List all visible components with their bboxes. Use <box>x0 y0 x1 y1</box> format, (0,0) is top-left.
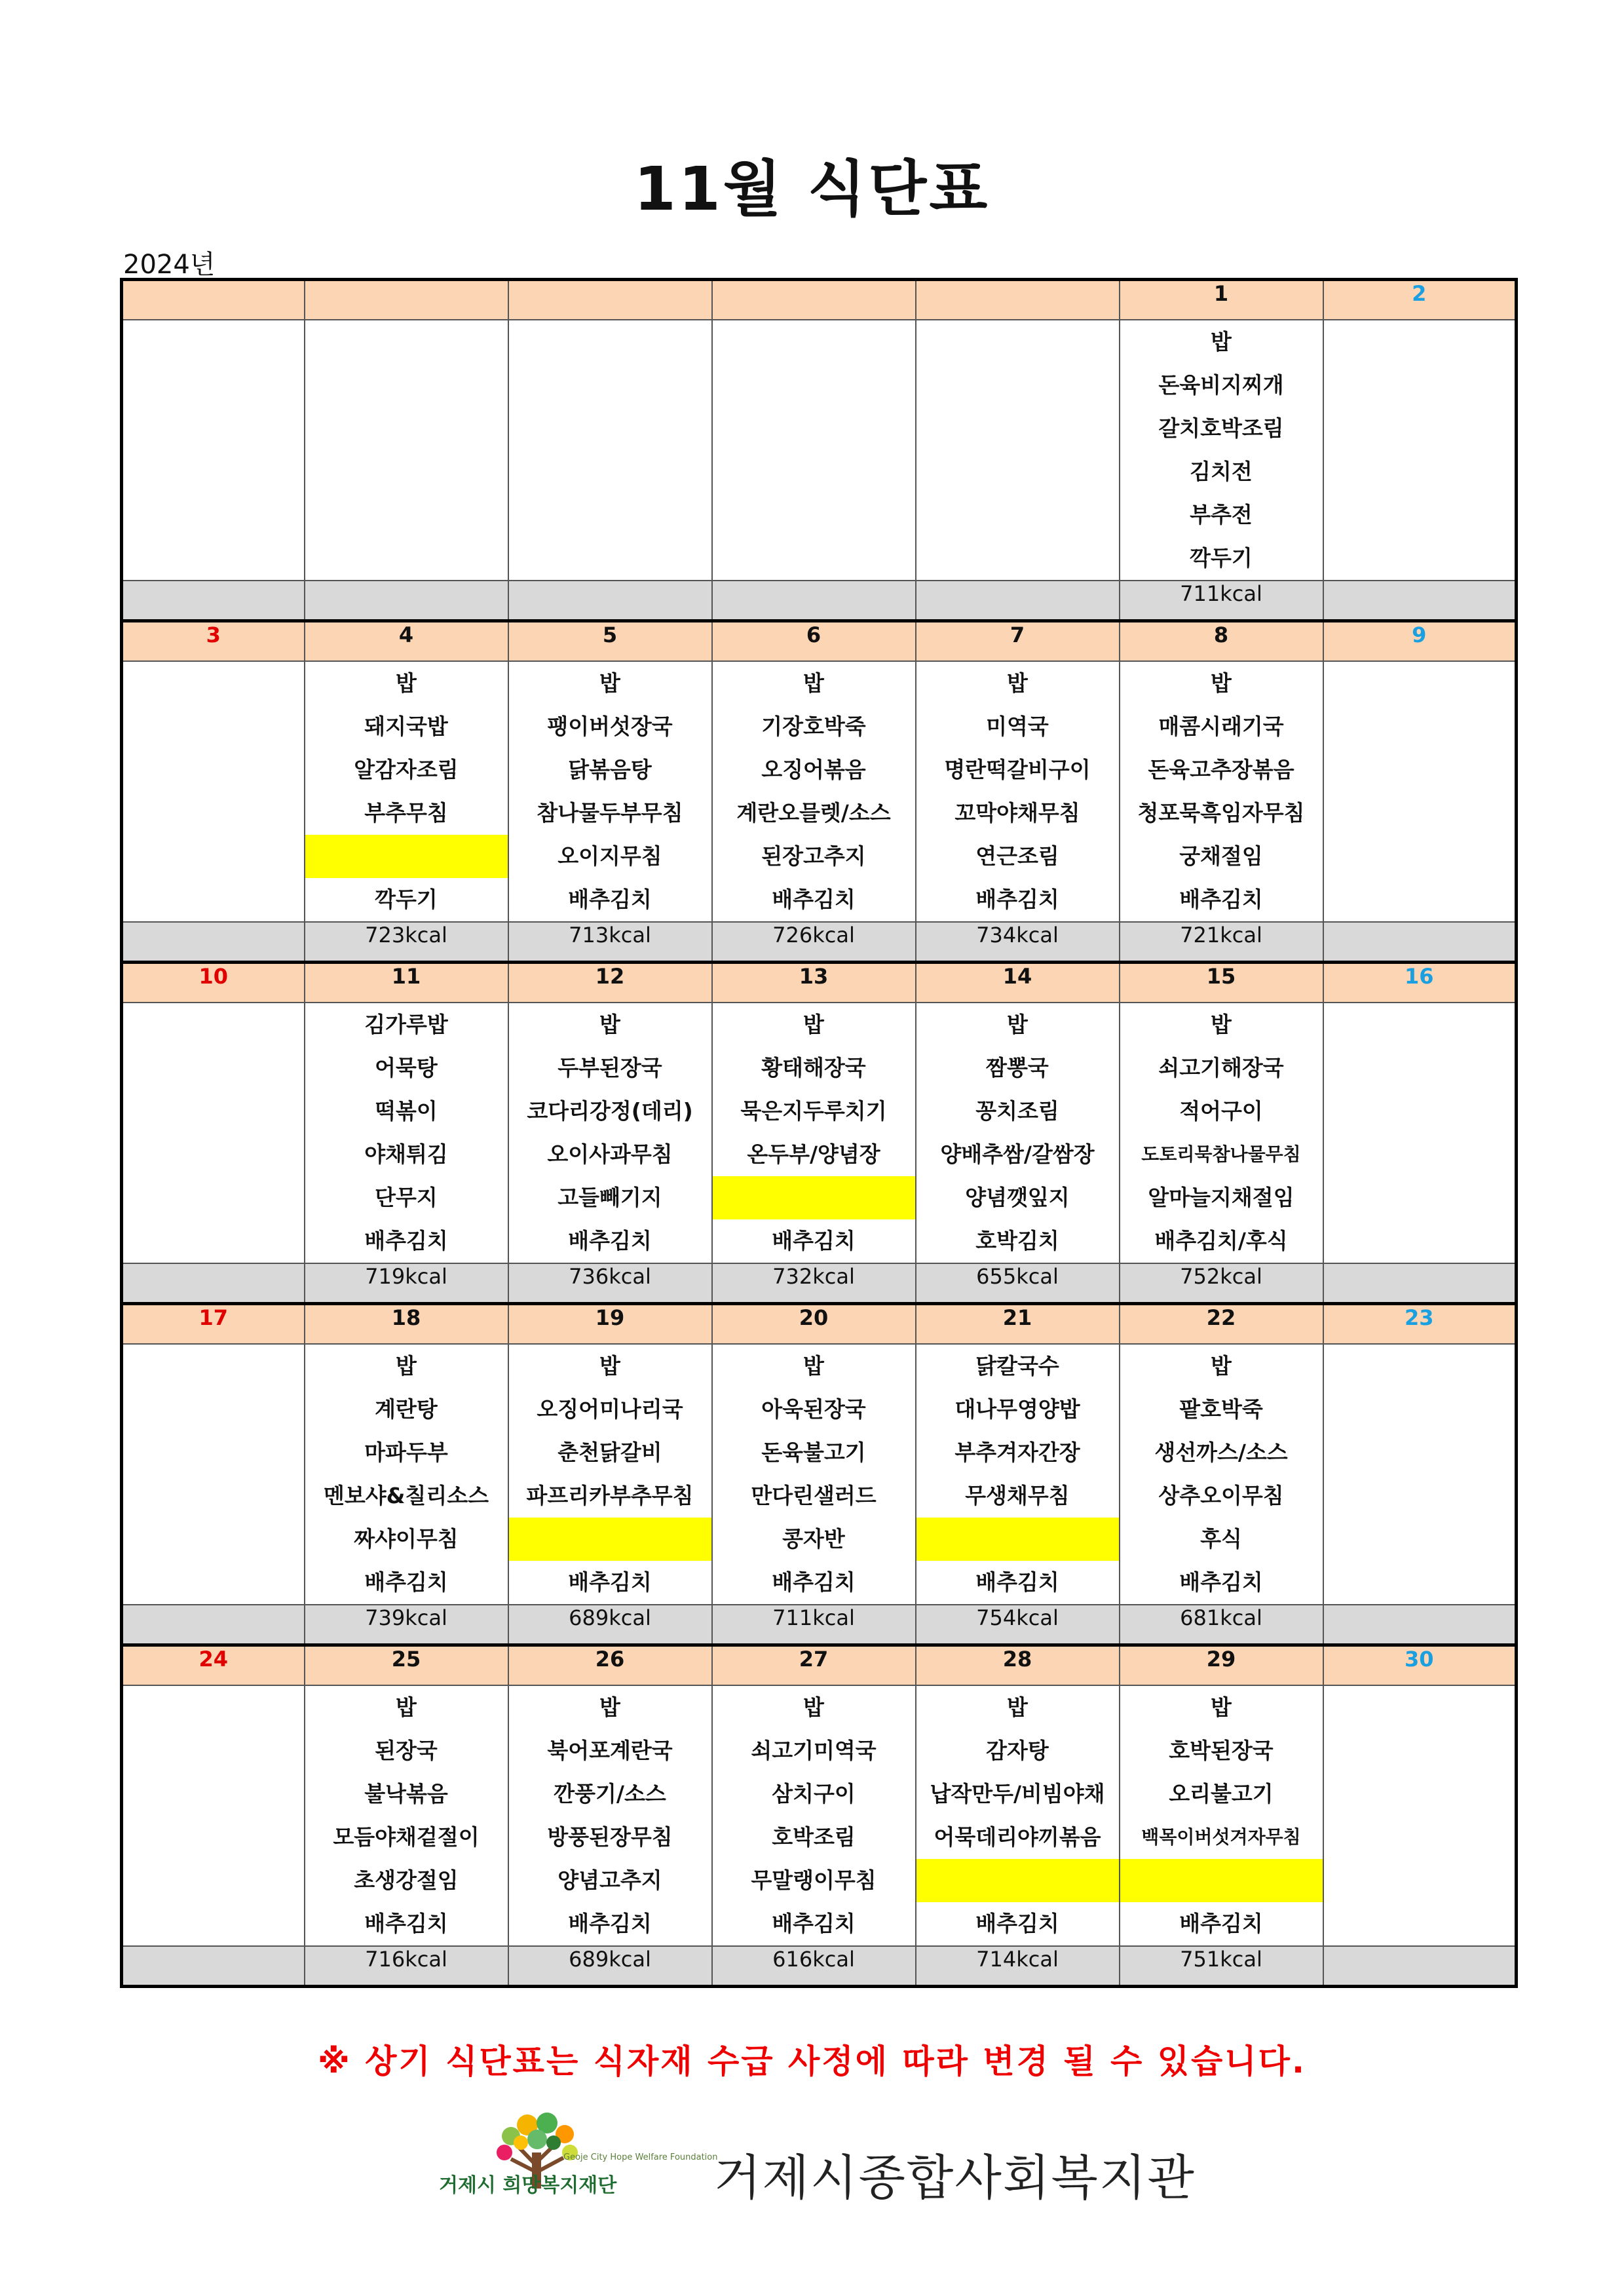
menu-item: 밥 <box>599 1353 620 1379</box>
menu-item: 코다리강정(데리) <box>527 1098 693 1124</box>
menu-item: 묵은지두루치기 <box>740 1098 887 1124</box>
menu-item <box>916 1859 1119 1902</box>
kcal-cell: 736kcal <box>508 1263 712 1304</box>
menu-item: 배추김치/후식 <box>1154 1228 1288 1253</box>
menu-item: 초생강절임 <box>354 1867 459 1893</box>
menu-item: 상추오이무침 <box>1158 1483 1284 1508</box>
menu-item: 된장고추지 <box>761 843 866 869</box>
menu-item: 모듬야채겉절이 <box>333 1824 480 1850</box>
menu-item: 계란오믈렛/소스 <box>736 800 891 826</box>
menu-item: 밥 <box>1007 1694 1028 1720</box>
menu-item: 밥 <box>1211 329 1232 354</box>
menu-item: 짬뽕국 <box>986 1055 1049 1081</box>
kcal-cell: 681kcal <box>1120 1605 1323 1645</box>
kcal-cell: 754kcal <box>916 1605 1120 1645</box>
menu-item: 고들빼기지 <box>557 1185 662 1210</box>
date-cell: 11 <box>305 963 508 1003</box>
menu-item: 돈육비지찌개 <box>1158 372 1284 398</box>
menu-item: 돈육불고기 <box>761 1440 866 1465</box>
date-cell: 15 <box>1120 963 1323 1003</box>
kcal-cell <box>1323 1263 1517 1304</box>
kcal-cell <box>122 1946 305 1987</box>
date-cell: 18 <box>305 1304 508 1345</box>
menu-item: 명란떡갈비구이 <box>944 757 1091 782</box>
kcal-cell: 726kcal <box>712 922 916 963</box>
date-cell <box>122 280 305 320</box>
menu-item: 된장국 <box>375 1738 438 1763</box>
menu-item: 팽이버섯장국 <box>547 714 673 739</box>
menu-cell <box>1120 1685 1323 1946</box>
kcal-cell <box>122 1263 305 1304</box>
menu-item: 매콤시래기국 <box>1158 714 1284 739</box>
date-cell: 24 <box>122 1645 305 1686</box>
kcal-cell <box>1323 1605 1517 1645</box>
kcal-cell <box>1323 1946 1517 1987</box>
menu-item: 배추김치 <box>568 1911 652 1936</box>
menu-item: 닭칼국수 <box>975 1353 1059 1379</box>
menu-cell <box>1323 661 1517 922</box>
menu-item: 배추김치 <box>772 887 856 912</box>
menu-item: 방풍된장무침 <box>547 1824 673 1850</box>
menu-item <box>713 1176 915 1219</box>
menu-item: 미역국 <box>986 714 1049 739</box>
date-cell: 7 <box>916 621 1120 662</box>
kcal-cell: 751kcal <box>1120 1946 1323 1987</box>
menu-item: 적어구이 <box>1179 1098 1263 1124</box>
menu-item: 배추김치 <box>568 1569 652 1595</box>
menu-item: 배추김치 <box>364 1911 448 1936</box>
menu-item: 파프리카부추무침 <box>526 1483 694 1508</box>
menu-cell <box>122 661 305 922</box>
menu-item: 아욱된장국 <box>761 1396 866 1422</box>
date-row <box>122 1645 1517 1686</box>
date-cell <box>305 280 508 320</box>
menu-item: 깍두기 <box>375 887 438 912</box>
menu-item: 오이사과무침 <box>547 1141 673 1167</box>
kcal-row <box>122 1946 1517 1987</box>
menu-item: 북어포계란국 <box>547 1738 673 1763</box>
menu-item: 무생채무침 <box>965 1483 1070 1508</box>
menu-item: 납작만두/비빔야채 <box>930 1781 1105 1807</box>
date-cell: 16 <box>1323 963 1517 1003</box>
menu-cell <box>1120 1003 1323 1263</box>
kcal-cell: 721kcal <box>1120 922 1323 963</box>
date-cell: 1 <box>1120 280 1323 320</box>
menu-item: 배추김치 <box>364 1569 448 1595</box>
organization-name: 거제시종합사회복지관 <box>714 2150 1196 2206</box>
menu-item: 삼치구이 <box>772 1781 856 1807</box>
date-cell: 4 <box>305 621 508 662</box>
menu-item: 오리불고기 <box>1169 1781 1274 1807</box>
date-row <box>122 280 1517 320</box>
date-cell: 17 <box>122 1304 305 1345</box>
kcal-row <box>122 1263 1517 1304</box>
menu-item: 밥 <box>1211 1694 1232 1720</box>
kcal-cell <box>122 1605 305 1645</box>
menu-item: 도토리묵참나물무침 <box>1141 1143 1301 1165</box>
kcal-cell: 655kcal <box>916 1263 1120 1304</box>
date-cell: 9 <box>1323 621 1517 662</box>
date-cell: 26 <box>508 1645 712 1686</box>
menu-item: 깐풍기/소스 <box>554 1781 666 1807</box>
menu-item: 양념깻잎지 <box>965 1185 1070 1210</box>
menu-cell <box>508 320 712 581</box>
menu-item: 단무지 <box>375 1185 438 1210</box>
kcal-cell <box>305 581 508 621</box>
kcal-cell <box>122 922 305 963</box>
change-notice: ※ 상기 식단표는 식자재 수급 사정에 따라 변경 될 수 있습니다. <box>318 2042 1306 2080</box>
date-cell: 28 <box>916 1645 1120 1686</box>
menu-item: 콩자반 <box>782 1526 845 1552</box>
menu-cell <box>305 320 508 581</box>
date-cell: 14 <box>916 963 1120 1003</box>
date-cell: 5 <box>508 621 712 662</box>
menu-item: 밥 <box>396 1694 417 1720</box>
menu-item: 불낙볶음 <box>364 1781 448 1807</box>
date-cell: 22 <box>1120 1304 1323 1345</box>
menu-cell <box>1120 1344 1323 1605</box>
menu-cell <box>508 1003 712 1263</box>
menu-cell <box>305 1003 508 1263</box>
menu-item: 밥 <box>396 670 417 696</box>
menu-row <box>122 1003 1517 1263</box>
menu-cell <box>1120 320 1323 581</box>
menu-cell <box>712 1685 916 1946</box>
date-cell: 13 <box>712 963 916 1003</box>
menu-item: 밥 <box>599 670 620 696</box>
kcal-row <box>122 922 1517 963</box>
kcal-cell <box>1323 581 1517 621</box>
menu-item: 밥 <box>599 1012 620 1037</box>
menu-cell <box>122 1003 305 1263</box>
kcal-cell <box>122 581 305 621</box>
menu-item: 김치전 <box>1190 459 1253 484</box>
page-title: 11월 식단표 <box>633 154 991 224</box>
date-cell: 25 <box>305 1645 508 1686</box>
menu-item: 양배추쌈/갈쌈장 <box>940 1141 1095 1167</box>
menu-item: 배추김치 <box>772 1569 856 1595</box>
menu-calendar-table <box>120 278 1518 1988</box>
menu-item: 밥 <box>1211 1353 1232 1379</box>
date-row <box>122 963 1517 1003</box>
menu-item: 갈치호박조림 <box>1158 415 1284 441</box>
date-cell: 23 <box>1323 1304 1517 1345</box>
menu-item: 온두부/양념장 <box>747 1141 880 1167</box>
menu-cell <box>508 661 712 922</box>
kcal-cell <box>508 581 712 621</box>
date-row <box>122 1304 1517 1345</box>
menu-item: 부추전 <box>1190 502 1253 527</box>
menu-item <box>305 835 508 878</box>
kcal-cell: 723kcal <box>305 922 508 963</box>
menu-row <box>122 661 1517 922</box>
menu-cell <box>712 661 916 922</box>
menu-item: 궁채절임 <box>1179 843 1263 869</box>
menu-item: 춘천닭갈비 <box>557 1440 662 1465</box>
menu-item: 돈육고추장볶음 <box>1148 757 1294 782</box>
kcal-cell: 714kcal <box>916 1946 1120 1987</box>
menu-item: 후식 <box>1200 1526 1242 1552</box>
menu-item: 부추겨자간장 <box>954 1440 1080 1465</box>
menu-cell <box>305 1685 508 1946</box>
menu-cell <box>1323 1344 1517 1605</box>
menu-item: 깍두기 <box>1190 545 1253 571</box>
menu-cell <box>1323 320 1517 581</box>
date-cell <box>916 280 1120 320</box>
menu-cell <box>305 1344 508 1605</box>
menu-row <box>122 1685 1517 1946</box>
menu-item: 어묵탕 <box>375 1055 438 1081</box>
menu-cell <box>916 1003 1120 1263</box>
menu-cell <box>508 1685 712 1946</box>
menu-item: 무말랭이무침 <box>751 1867 877 1893</box>
menu-item: 밥 <box>803 1353 824 1379</box>
menu-item: 밥 <box>803 670 824 696</box>
date-cell: 2 <box>1323 280 1517 320</box>
menu-item: 호박김치 <box>975 1228 1059 1253</box>
menu-item: 황태해장국 <box>761 1055 866 1081</box>
menu-item <box>916 1518 1119 1561</box>
date-cell: 6 <box>712 621 916 662</box>
menu-cell <box>1120 661 1323 922</box>
date-cell: 10 <box>122 963 305 1003</box>
menu-item: 밥 <box>1007 1012 1028 1037</box>
menu-item: 배추김치 <box>772 1911 856 1936</box>
menu-item: 오이지무침 <box>557 843 662 869</box>
kcal-cell: 616kcal <box>712 1946 916 1987</box>
kcal-cell: 689kcal <box>508 1946 712 1987</box>
kcal-cell: 732kcal <box>712 1263 916 1304</box>
menu-item: 두부된장국 <box>557 1055 662 1081</box>
foundation-english-name: Geoje City Hope Welfare Foundation <box>563 2152 718 2162</box>
menu-item: 꼬막야채무침 <box>954 800 1080 826</box>
menu-item: 팥호박죽 <box>1179 1396 1263 1422</box>
menu-item: 밥 <box>1211 1012 1232 1037</box>
menu-item: 쇠고기미역국 <box>751 1738 877 1763</box>
kcal-cell: 752kcal <box>1120 1263 1323 1304</box>
date-cell: 29 <box>1120 1645 1323 1686</box>
date-cell: 3 <box>122 621 305 662</box>
menu-item: 만다린샐러드 <box>751 1483 877 1508</box>
menu-item: 생선까스/소스 <box>1154 1440 1288 1465</box>
menu-item: 배추김치 <box>975 1911 1059 1936</box>
menu-cell <box>916 1685 1120 1946</box>
menu-item: 양념고추지 <box>557 1867 662 1893</box>
date-cell <box>712 280 916 320</box>
menu-item: 배추김치 <box>568 887 652 912</box>
menu-item: 호박조림 <box>772 1824 856 1850</box>
date-cell: 20 <box>712 1304 916 1345</box>
menu-item: 밥 <box>599 1694 620 1720</box>
menu-item: 야채튀김 <box>364 1141 448 1167</box>
kcal-cell: 739kcal <box>305 1605 508 1645</box>
menu-item: 배추김치 <box>772 1228 856 1253</box>
menu-cell <box>712 320 916 581</box>
year-label: 2024년 <box>123 250 216 280</box>
menu-item: 밥 <box>1007 670 1028 696</box>
menu-item: 배추김치 <box>1179 887 1263 912</box>
menu-item: 밥 <box>803 1694 824 1720</box>
date-cell: 21 <box>916 1304 1120 1345</box>
menu-cell <box>916 320 1120 581</box>
kcal-cell: 719kcal <box>305 1263 508 1304</box>
menu-cell <box>305 661 508 922</box>
menu-item: 닭볶음탕 <box>568 757 652 782</box>
menu-item <box>509 1518 711 1561</box>
date-cell: 27 <box>712 1645 916 1686</box>
kcal-cell <box>712 581 916 621</box>
menu-item: 배추김치 <box>364 1228 448 1253</box>
date-cell: 19 <box>508 1304 712 1345</box>
footer-logo-area <box>432 2107 1218 2205</box>
menu-item: 알감자조림 <box>354 757 459 782</box>
menu-cell <box>1323 1685 1517 1946</box>
menu-item: 배추김치 <box>1179 1911 1263 1936</box>
menu-item: 배추김치 <box>975 1569 1059 1595</box>
menu-item: 알마늘지채절임 <box>1148 1185 1294 1210</box>
menu-item: 오징어볶음 <box>761 757 866 782</box>
menu-item: 오징어미나리국 <box>537 1396 683 1422</box>
menu-item: 밥 <box>1211 670 1232 696</box>
menu-item: 청포묵흑임자무침 <box>1137 800 1305 826</box>
menu-item: 꽁치조림 <box>975 1098 1059 1124</box>
kcal-cell <box>916 581 1120 621</box>
kcal-cell: 711kcal <box>1120 581 1323 621</box>
menu-item: 어묵데리야끼볶음 <box>934 1824 1101 1850</box>
menu-item: 밥 <box>803 1012 824 1037</box>
kcal-cell: 716kcal <box>305 1946 508 1987</box>
date-cell <box>508 280 712 320</box>
foundation-name: 거제시 희망복지재단 <box>439 2174 617 2197</box>
kcal-cell: 689kcal <box>508 1605 712 1645</box>
kcal-cell: 734kcal <box>916 922 1120 963</box>
menu-item: 부추무침 <box>364 800 448 826</box>
menu-item: 감자탕 <box>986 1738 1049 1763</box>
menu-item: 밥 <box>396 1353 417 1379</box>
menu-item: 마파두부 <box>364 1440 448 1465</box>
menu-item: 계란탕 <box>375 1396 438 1422</box>
menu-item: 호박된장국 <box>1169 1738 1274 1763</box>
menu-item: 김가루밥 <box>364 1012 448 1037</box>
menu-item: 기장호박죽 <box>761 714 866 739</box>
kcal-cell: 711kcal <box>712 1605 916 1645</box>
menu-item: 참나물두부무침 <box>537 800 683 826</box>
date-row <box>122 621 1517 662</box>
menu-item: 돼지국밥 <box>364 714 448 739</box>
menu-item <box>1120 1859 1323 1902</box>
menu-cell <box>508 1344 712 1605</box>
menu-item: 멘보샤&칠리소스 <box>324 1483 489 1508</box>
menu-cell <box>122 1685 305 1946</box>
menu-cell <box>1323 1003 1517 1263</box>
menu-item: 대나무영양밥 <box>954 1396 1080 1422</box>
date-cell: 8 <box>1120 621 1323 662</box>
menu-row <box>122 320 1517 581</box>
menu-item: 백목이버섯겨자무침 <box>1141 1826 1301 1848</box>
menu-cell <box>916 1344 1120 1605</box>
menu-cell <box>712 1344 916 1605</box>
menu-item: 연근조림 <box>975 843 1059 869</box>
date-cell: 12 <box>508 963 712 1003</box>
menu-cell <box>712 1003 916 1263</box>
menu-item: 떡볶이 <box>375 1098 438 1124</box>
menu-row <box>122 1344 1517 1605</box>
kcal-row <box>122 581 1517 621</box>
menu-cell <box>122 320 305 581</box>
menu-item: 짜샤이무침 <box>354 1526 459 1552</box>
kcal-cell <box>1323 922 1517 963</box>
menu-item: 배추김치 <box>975 887 1059 912</box>
menu-cell <box>122 1344 305 1605</box>
menu-item: 배추김치 <box>1179 1569 1263 1595</box>
kcal-cell: 713kcal <box>508 922 712 963</box>
menu-item: 쇠고기해장국 <box>1158 1055 1284 1081</box>
kcal-row <box>122 1605 1517 1645</box>
menu-cell <box>916 661 1120 922</box>
date-cell: 30 <box>1323 1645 1517 1686</box>
menu-item: 배추김치 <box>568 1228 652 1253</box>
